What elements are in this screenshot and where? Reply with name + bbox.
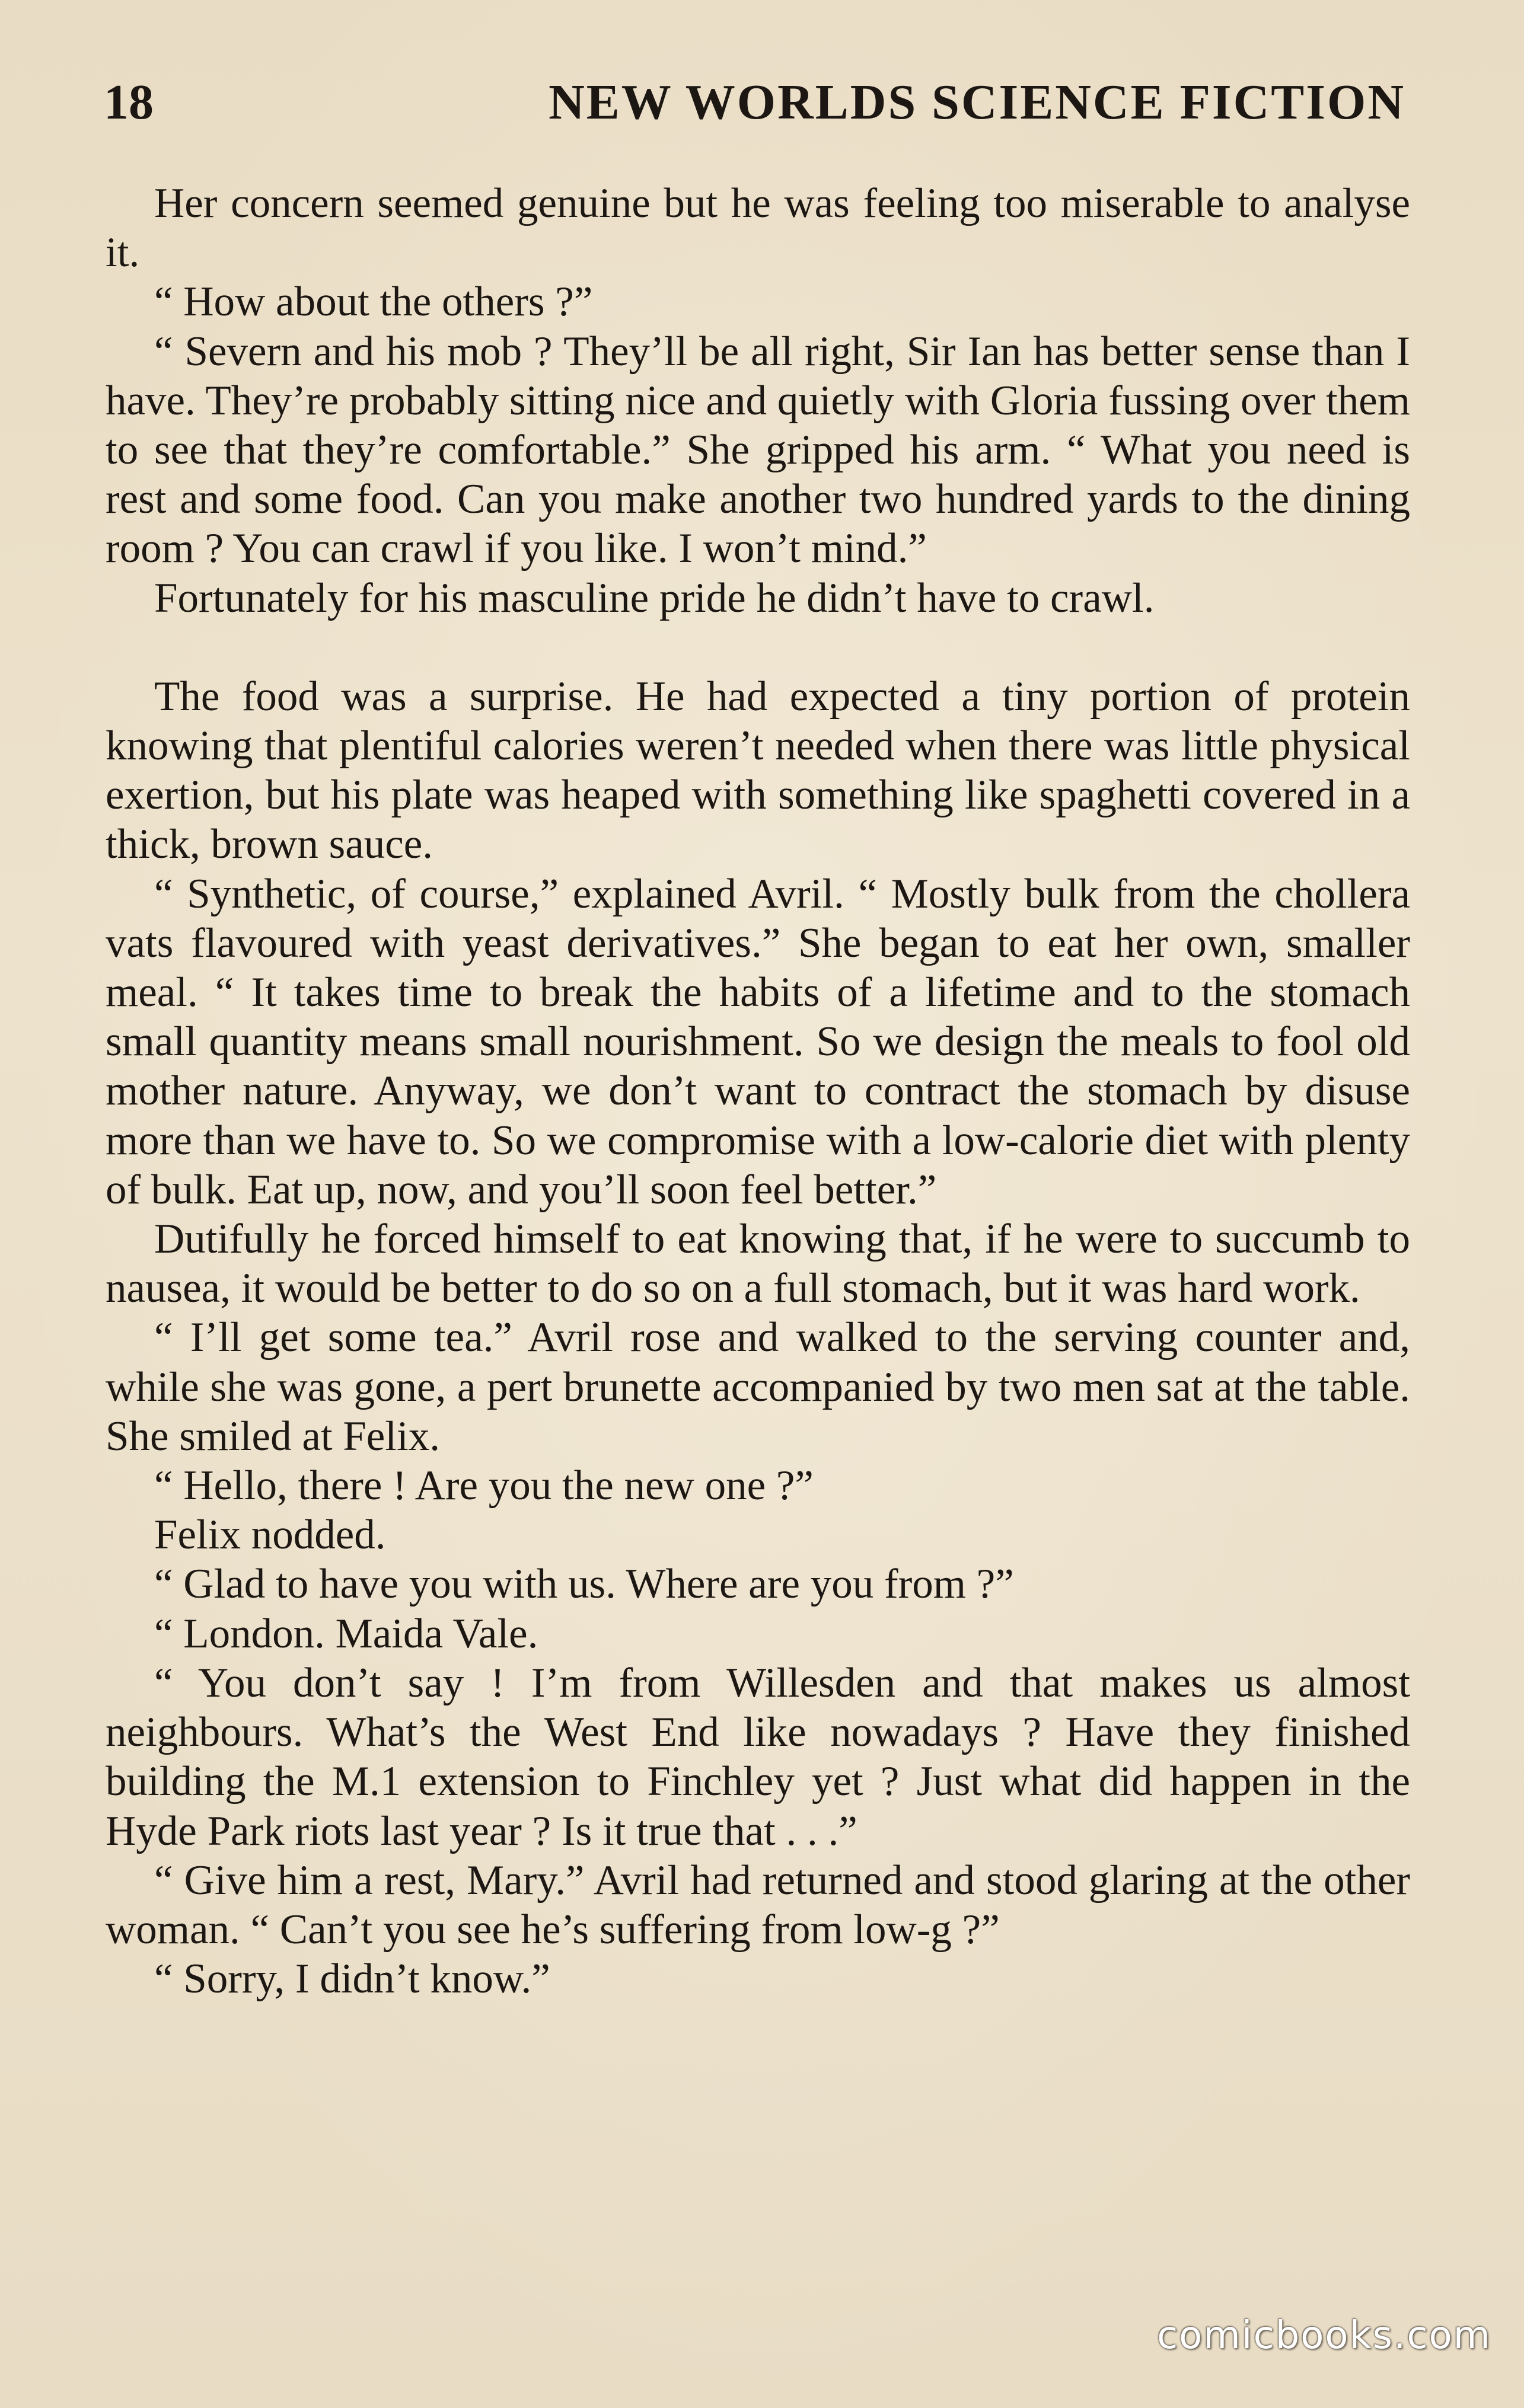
running-title: NEW WORLDS SCIENCE FICTION — [549, 75, 1405, 130]
story-text — [106, 179, 1410, 2004]
paragraph: “ How about the others ?” — [154, 279, 593, 325]
paragraph: “ Give him a rest, Mary.” Avril had returned and stood glaring at the other woman. “ Can’t you see he’s suffering from low-g ?” — [106, 1857, 1410, 1953]
paragraph: “ Severn and his mob ? They’ll be all right, Sir Ian has better sense than I have. They’re probably sitting nice and quietly with Gloria fussing over them to see that they’re comfortable.” She gripped his arm. “ What you need is rest and some food. Can you make another two hundred yards to the dining room ? You can crawl if you like. I won’t mind.” — [106, 328, 1410, 572]
paragraph: “ Hello, there ! Are you the new one ?” — [154, 1462, 814, 1509]
paragraph: “ I’ll get some tea.” Avril rose and walked to the serving counter and, while she was gone, a pert brunette accompanied by two men sat at the table. She smiled at Felix. — [106, 1314, 1410, 1460]
paragraph: Felix nodded. — [154, 1512, 386, 1559]
paragraph: “ Glad to have you with us. Where are you from ?” — [154, 1561, 1014, 1608]
paragraph: Her concern seemed genuine but he was feeling too miserable to analyse it. — [106, 180, 1410, 276]
paragraph: The food was a surprise. He had expected a tiny portion of protein knowing that plentiful calories weren’t needed when there was little physical exertion, but his plate was heaped with something like spaghetti covered in a thick, brown sauce. — [106, 673, 1410, 868]
paragraph: “ London. Maida Vale. — [154, 1610, 538, 1657]
section-break — [106, 623, 1410, 672]
paragraph: Dutifully he forced himself to eat knowing that, if he were to succumb to nausea, it would be better to do so on a full stomach, but it was hard work. — [106, 1216, 1410, 1312]
page-header — [104, 70, 1405, 135]
paragraph: “ Sorry, I didn’t know.” — [154, 1956, 550, 2003]
paragraph: “ You don’t say ! I’m from Willesden and that makes us almost neighbours. What’s the West End like nowadays ? Have they finished building the M.1 extension to Finchley yet ? Just what did happen in the Hyde Park riots last year ? Is it true that . . .” — [106, 1659, 1410, 1854]
watermark: comicbooks.com — [1156, 2314, 1491, 2358]
paragraph: “ Synthetic, of course,” explained Avril. “ Mostly bulk from the chollera vats flavoured with yeast derivatives.” She began to eat her own, smaller meal. “ It takes time to break the habits of a lifetime and to the stomach small quantity means small nourishment. So we design the meals to fool old mother nature. Anyway, we don’t want to contract the stomach by disuse more than we have to. So we compromise with a low-calorie diet with plenty of bulk. Eat up, now, and you’ll soon feel better.” — [106, 870, 1410, 1213]
page-number: 18 — [104, 75, 154, 130]
paragraph: Fortunately for his masculine pride he didn’t have to crawl. — [154, 574, 1155, 621]
